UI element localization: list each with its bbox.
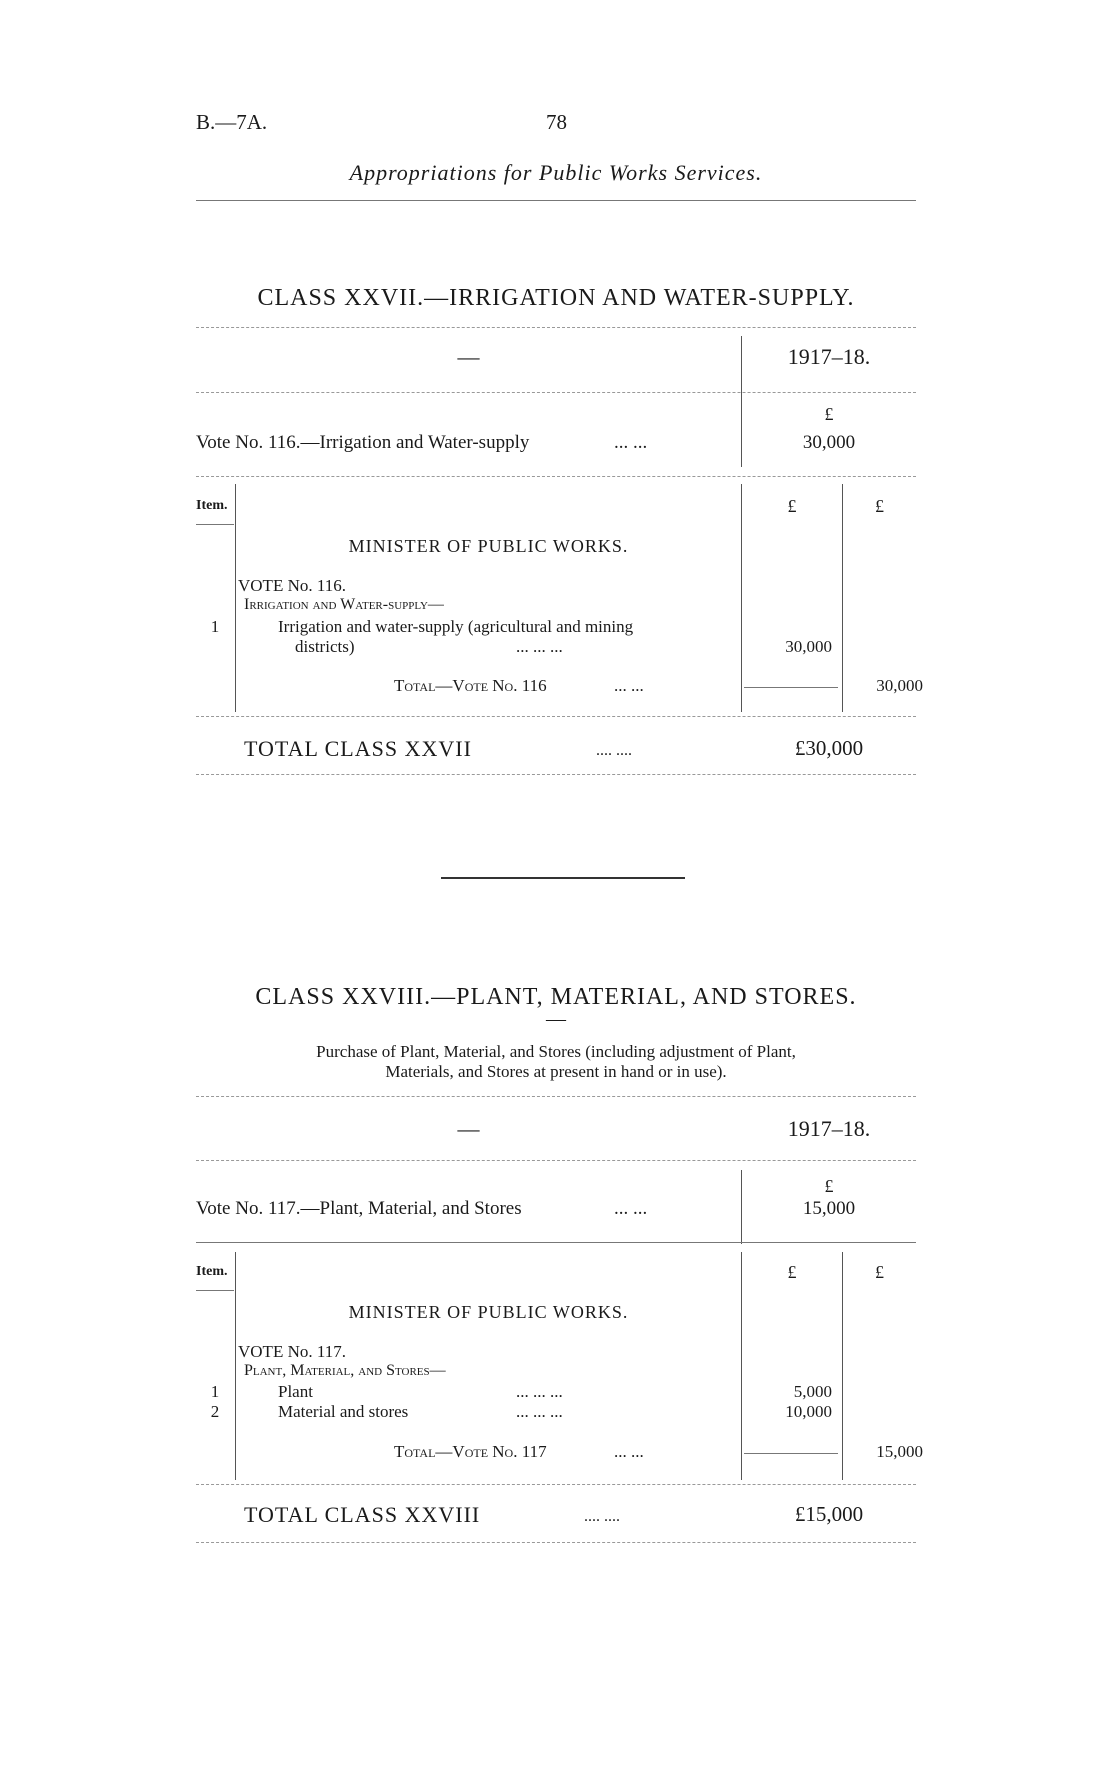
class27-item-number: 1 [210,617,220,636]
class28-item-dots: ... ... ... [516,1382,563,1401]
class28-total-class-dots: .... .... [584,1508,620,1525]
class28-total-vote-label: Total—Vote No. 117 [394,1442,547,1461]
class27-title: CLASS XXVII.—IRRIGATION AND WATER-SUPPLY. [257,285,855,311]
class28-item-amount: 5,000 [793,1382,832,1401]
class27-col1-divider [741,484,742,712]
class27-total-class-amount: £30,000 [794,736,864,760]
class28-vote-line: Vote No. 117.—Plant, Material, and Stores [196,1198,522,1219]
class28-item-amount: 10,000 [785,1402,832,1421]
class27-total-vote-label: Total—Vote No. 116 [394,676,547,695]
class28-description-line2: Materials, and Stores at present in hand or in use). [385,1062,727,1081]
class28-item-number: 1 [210,1382,220,1401]
class27-item-header-rule [196,524,234,525]
running-title: Appropriations for Public Works Services. [349,160,763,185]
class28-year-rule [196,1160,916,1161]
class27-total-vote-rule [744,687,838,688]
class27-col2-currency: £ [875,496,884,516]
class28-total-vote-rule [744,1453,838,1454]
class27-minister: MINISTER OF PUBLIC WORKS. [348,536,629,556]
class27-item-text-line2: districts) [295,637,355,656]
class28-item-text: Material and stores [278,1402,409,1421]
class27-subhead: Irrigation and Water-supply— [244,596,444,613]
class28-vote-amount: 15,000 [802,1198,856,1219]
header-rule [196,200,916,201]
class27-total-class-dots: .... .... [596,742,632,759]
class28-description-line1: Purchase of Plant, Material, and Stores (including adjustment of Plant, [316,1042,796,1061]
class27-vote-dots: ... ... [614,432,648,453]
class27-col1-currency: £ [787,496,797,516]
class28-total-vote-dots: ... ... [614,1442,644,1461]
class28-col2-currency: £ [875,1262,884,1282]
class27-summary-rule [196,476,916,477]
class28-minister: MINISTER OF PUBLIC WORKS. [348,1302,629,1322]
class28-item-divider [235,1252,236,1480]
class27-summary-currency: £ [824,404,834,424]
class27-item-amount: 30,000 [785,637,832,656]
class28-item-text: Plant [278,1382,313,1401]
class28-total-class-amount: £15,000 [794,1502,864,1526]
class27-total-vote-dots: ... ... [614,676,644,695]
class28-col1-currency: £ [787,1262,797,1282]
class28-year: 1917–18. [787,1116,871,1141]
page-number: 78 [546,110,567,134]
class27-item-text-line1: Irrigation and water-supply (agricultural and mining [278,617,634,636]
class27-vote-heading: VOTE No. 116. [238,576,346,595]
class28-end-rule [196,1542,916,1543]
class27-total-class-label: TOTAL CLASS XXVII [244,736,472,761]
document-reference: B.—7A. [196,110,268,134]
class28-vote-dots: ... ... [614,1198,648,1219]
class27-item-header: Item. [196,498,228,513]
class28-vote-heading: VOTE No. 117. [238,1342,346,1361]
class28-total-class-label: TOTAL CLASS XXVIII [244,1502,481,1527]
class28-item-header: Item. [196,1264,228,1279]
class28-col-dash: — [457,1116,480,1141]
class28-title-dash: — [546,1008,566,1030]
class28-col1-divider [741,1252,742,1480]
class27-vote-amount: 30,000 [802,432,856,453]
class27-vote-line: Vote No. 116.—Irrigation and Water-supply [196,432,530,453]
class27-col-dash: — [457,344,480,369]
class27-year-rule [196,392,916,393]
class28-summary-currency: £ [824,1176,834,1196]
class27-title-rule [196,327,916,328]
class27-table-bottom-rule [196,716,916,717]
class28-description-rule [196,1096,916,1097]
class27-total-vote-amount: 30,000 [876,676,923,695]
class27-year: 1917–18. [787,344,871,369]
class28-total-vote-amount: 15,000 [876,1442,923,1461]
class27-item-divider [235,484,236,712]
class28-subhead: Plant, Material, and Stores— [244,1362,446,1379]
class28-item-number: 2 [210,1402,220,1421]
class27-item-dots: ... ... ... [516,637,563,656]
class28-table-bottom-rule [196,1484,916,1485]
class28-title: CLASS XXVIII.—PLANT, MATERIAL, AND STORES. [255,984,857,1010]
class28-item-header-rule [196,1290,234,1291]
class27-end-rule [196,774,916,775]
class28-item-dots: ... ... ... [516,1402,563,1421]
class28-summary-rule [196,1242,916,1243]
section-separator [441,877,685,879]
